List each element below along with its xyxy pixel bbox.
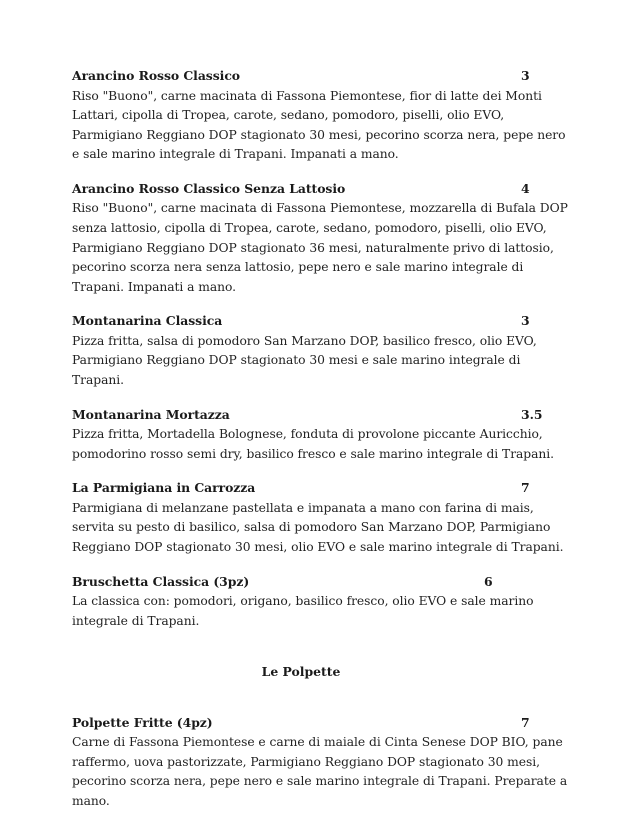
menu-item-name: Montanarina Classica — [72, 313, 223, 329]
menu-item — [72, 179, 570, 297]
menu-item-header — [72, 405, 570, 425]
menu-item-name: La Parmigiana in Carrozza — [72, 480, 256, 496]
menu-item-header — [72, 179, 570, 199]
menu-item-description: Riso "Buono", carne macinata di Fassona Piemontese, fior di latte dei Monti Lattari, cipolla di Tropea, carote, sedano, pomodoro, piselli, olio EVO, Parmigiano Reggiano DOP stagionato 30 mesi, pecorino scorza nera, pepe nero e sale marino integrale di Trapani. Impanati a mano. — [72, 88, 566, 162]
menu-item-description: Carne di Fassona Piemontese e carne di maiale di Cinta Senese DOP BIO, pane raffermo, uova pastorizzate, Parmigiano Reggiano DOP stagionato 30 mesi, pecorino scorza nera, pepe nero e sale marino integrale di Trapani. Preparate a mano. — [72, 735, 568, 809]
menu-item-description: Riso "Buono", carne macinata di Fassona Piemontese, mozzarella di Bufala DOP senza lattosio, cipolla di Tropea, carote, sedano, pomodoro, piselli, olio EVO, Parmigiano Reggiano DOP stagionato 36 mesi, naturalmente privo di lattosio, pecorino scorza nera senza lattosio, pepe nero e sale marino integrale di Trapani. Impanati a mano. — [72, 201, 568, 294]
section-heading: Le Polpette — [261, 664, 341, 680]
menu-item-header — [72, 478, 570, 498]
menu-item-price: 3 — [521, 68, 530, 83]
menu-item — [72, 713, 570, 812]
menu-item — [72, 66, 570, 165]
menu-item-header — [72, 66, 570, 86]
menu-item-name: Montanarina Mortazza — [72, 406, 230, 422]
menu-item-price: 3 — [521, 313, 530, 329]
menu-item-description: Pizza fritta, Mortadella Bolognese, fonduta di provolone piccante Auricchio, pomodorino rosso semi dry, basilico fresco e sale marino integrale di Trapani. — [72, 427, 555, 461]
menu-item — [72, 311, 570, 390]
menu-item-price: 3.5 — [521, 406, 543, 422]
menu-item-name: Polpette Fritte (4pz) — [72, 714, 213, 730]
menu-item-header — [72, 572, 570, 592]
menu-item-header — [72, 713, 570, 733]
menu-item-price: 7 — [521, 480, 530, 496]
menu-item-description: Pizza fritta, salsa di pomodoro San Marzano DOP, basilico fresco, olio EVO, Parmigiano Reggiano DOP stagionato 30 mesi e sale marino integrale di Trapani. — [72, 333, 537, 388]
menu-item-header — [72, 311, 570, 331]
menu-item-name: Arancino Rosso Classico — [72, 68, 241, 83]
menu-item — [72, 572, 570, 632]
menu-item-name: Bruschetta Classica (3pz) — [72, 573, 250, 589]
menu-item — [72, 405, 570, 465]
menu-item-price: 7 — [521, 714, 530, 730]
menu-item-price: 6 — [484, 573, 493, 589]
menu-item-description: Parmigiana di melanzane pastellata e impanata a mano con farina di mais, servita su pesto di basilico, salsa di pomodoro San Marzano DOP, Parmigiano Reggiano DOP stagionato 30 mesi, olio EVO e sale marino integrale di Trapani. — [72, 500, 564, 554]
menu-item-price: 4 — [521, 180, 530, 196]
menu-item-description: La classica con: pomodori, origano, basilico fresco, olio EVO e sale marino integrale di Trapani. — [72, 594, 534, 628]
menu-item — [72, 478, 570, 557]
menu-item-name: Arancino Rosso Classico Senza Lattosio — [72, 180, 346, 196]
